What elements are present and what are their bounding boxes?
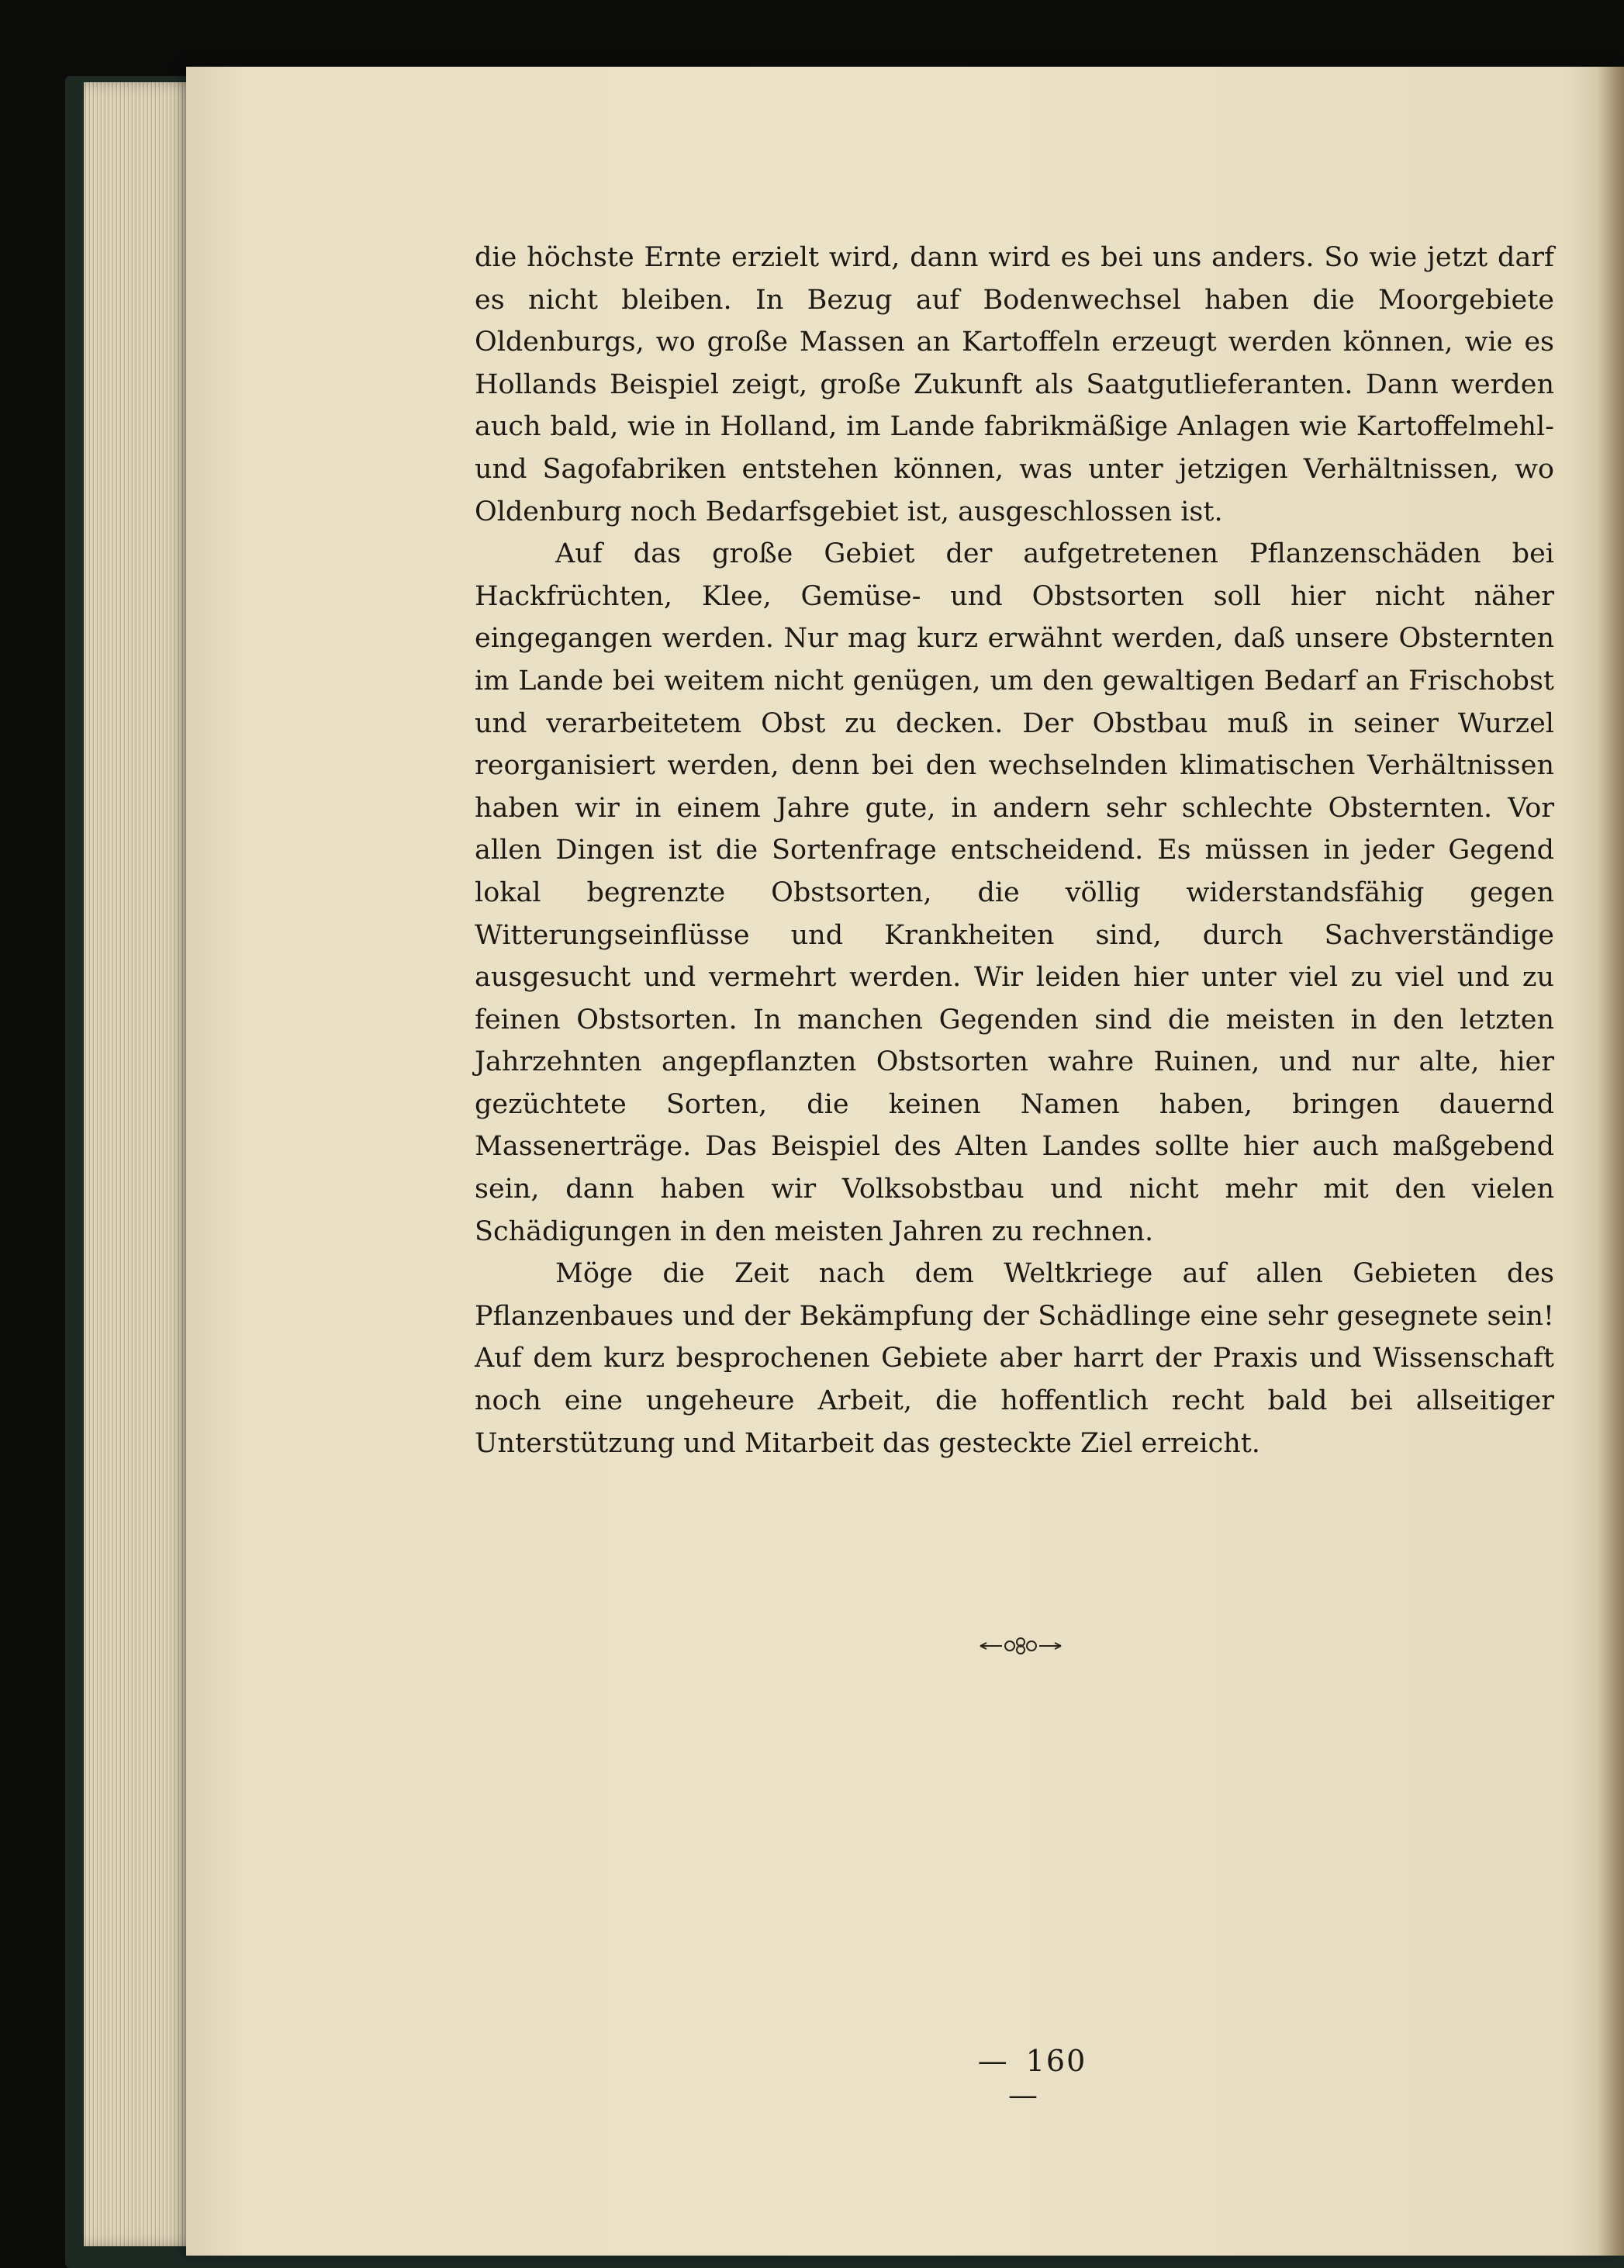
page-number-dash-right: — (1008, 2078, 1039, 2112)
body-text (475, 237, 1554, 1464)
floral-divider-icon (979, 1635, 1063, 1657)
page-stack-edges (84, 82, 200, 2246)
paragraph-1: die höchste Ernte erzielt wird, dann wird es bei uns anders. So wie jetzt darf es nicht bleiben. In Bezug auf Bodenwechsel haben die Moorgebiete Oldenburgs, wo große Massen an Kartoffeln erzeugt werden können, wie es Hollands Beispiel zeigt, große Zukunft als Saatgutlieferanten. Dann werden auch bald, wie in Holland, im Lande fabrikmäßige Anlagen wie Kartoffelmehl- und Sagofabriken entstehen können, was unter jetzigen Verhältnissen, wo Oldenburg noch Bedarfsgebiet ist, ausgeschlossen ist. (475, 242, 1554, 527)
paragraph-3: Möge die Zeit nach dem Weltkriege auf allen Gebieten des Pflanzenbaues und der Bekämpfung der Schädlinge eine sehr gesegnete sein! Auf dem kurz besprochenen Gebiete aber harrt der Praxis und Wissenschaft noch eine ungeheure Arbeit, die hoffentlich recht bald bei allseitiger Unterstützung und Mitarbeit das gesteckte Ziel erreicht. (475, 1258, 1554, 1459)
page-number: 160 (1025, 2044, 1087, 2078)
page-number-dash-left: — (977, 2044, 1009, 2078)
paragraph-2: Auf das große Gebiet der aufgetretenen Pflanzenschäden bei Hackfrüchten, Klee, Gemüse- und Obstsorten soll hier nicht näher eingegangen werden. Nur mag kurz erwähnt werden, daß unsere Obsternten im Lande bei weitem nicht genügen, um den gewaltigen Bedarf an Frischobst und verarbeitetem Obst zu decken. Der Obstbau muß in seiner Wurzel reorganisiert werden, denn bei den wechselnden klimatischen Verhältnissen haben wir in einem Jahre gute, in andern sehr schlechte Obsternten. Vor allen Dingen ist die Sortenfrage entscheidend. Es müssen in jeder Gegend lokal begrenzte Obstsorten, die völlig widerstandsfähig gegen Witterungseinflüsse und Krankheiten sind, durch Sachverständige ausgesucht und vermehrt werden. Wir leiden hier unter viel zu viel und zu feinen Obstsorten. In manchen Gegenden sind die meisten in den letzten Jahrzehnten angepflanzten Obstsorten wahre Ruinen, und nur alte, hier gezüchtete Sorten, die keinen Namen haben, bringen dauernd Massenerträge. Das Beispiel des Alten Landes sollte hier auch maßgebend sein, dann haben wir Volksobstbau und nicht mehr mit den vielen Schädigungen in den meisten Jahren zu rechnen. (475, 538, 1554, 1247)
page-gutter-shadow (1598, 67, 1624, 2256)
page-number-footer (931, 2044, 1117, 2112)
